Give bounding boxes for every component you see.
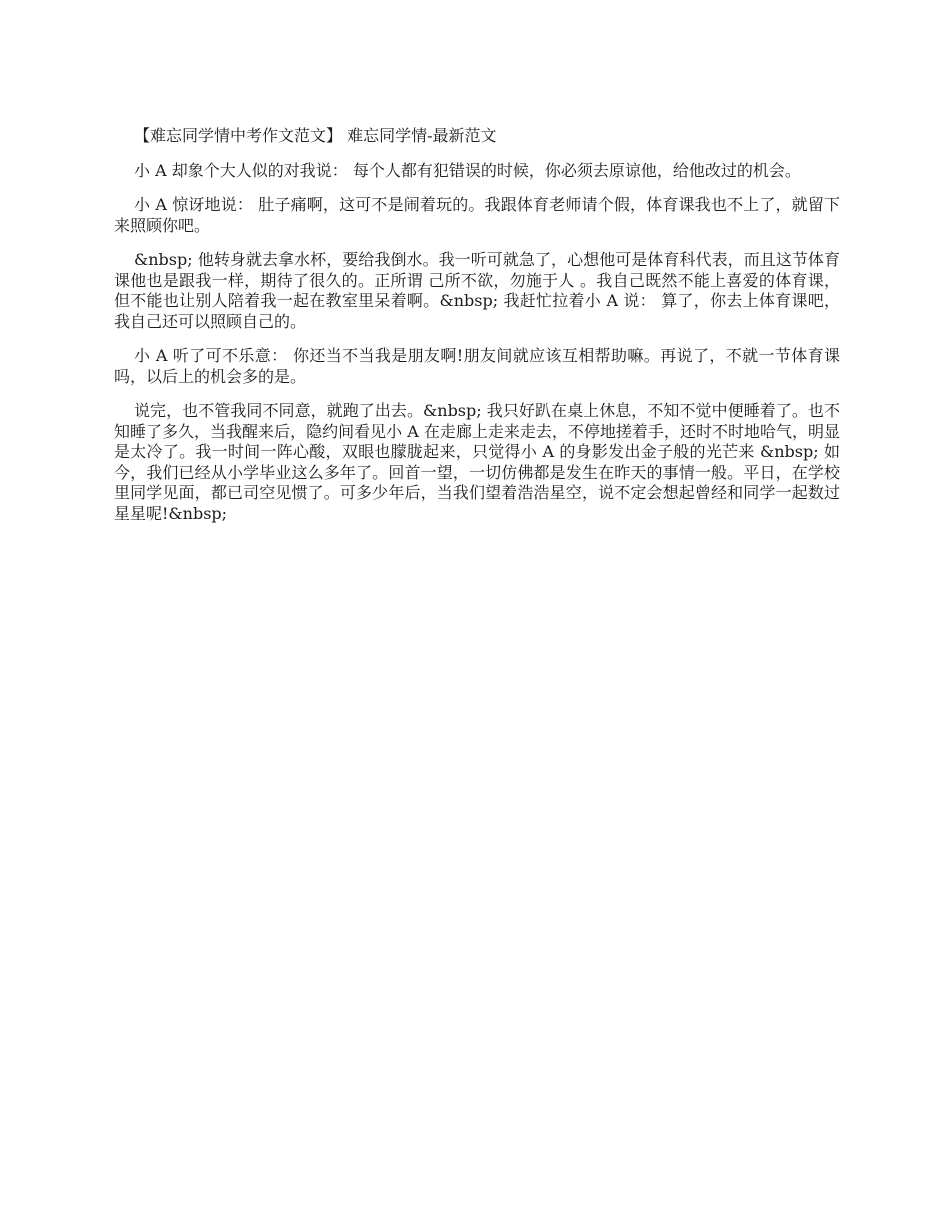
paragraph-2: 小 A 惊讶地说： 肚子痛啊，这可不是闹着玩的。我跟体育老师请个假，体育课我也不上了，就留下来照顾你吧。 <box>114 195 840 235</box>
document-body <box>114 126 840 538</box>
paragraph-4: 小 A 听了可不乐意： 你还当不当我是朋友啊!朋友间就应该互相帮助嘛。再说了，不就一节体育课吗，以后上的机会多的是。 <box>114 346 840 386</box>
paragraph-3: &nbsp; 他转身就去拿水杯，要给我倒水。我一听可就急了，心想他可是体育科代表，而且这节体育课他也是跟我一样，期待了很久的。正所谓 己所不欲，勿施于人 。我自己既然不能上喜爱的体育课，但不能也让别人陪着我一起在教室里呆着啊。&nbsp; 我赶忙拉着小 A 说： 算了，你去上体育课吧，我自己还可以照顾自己的。 <box>114 250 840 331</box>
document-title: 【难忘同学情中考作文范文】 难忘同学情-最新范文 <box>134 126 497 145</box>
paragraph-1: 小 A 却象个大人似的对我说： 每个人都有犯错误的时候，你必须去原谅他，给他改过的机会。 <box>134 160 801 180</box>
paragraph-5: 说完，也不管我同不同意，就跑了出去。&nbsp; 我只好趴在桌上休息，不知不觉中便睡着了。也不知睡了多久，当我醒来后，隐约间看见小 A 在走廊上走来走去，不停地搓着手，还时不时地哈气，明显是太冷了。我一时间一阵心酸，双眼也朦胧起来，只觉得小 A 的身影发出金子般的光芒来 &nbsp; 如今，我们已经从小学毕业这么多年了。回首一望，一切仿佛都是发生在昨天的事情一般。平日，在学校里同学见面，都已司空见惯了。可多少年后，当我们望着浩浩星空，说不定会想起曾经和同学一起数过星星呢!&nbsp; <box>114 401 840 523</box>
